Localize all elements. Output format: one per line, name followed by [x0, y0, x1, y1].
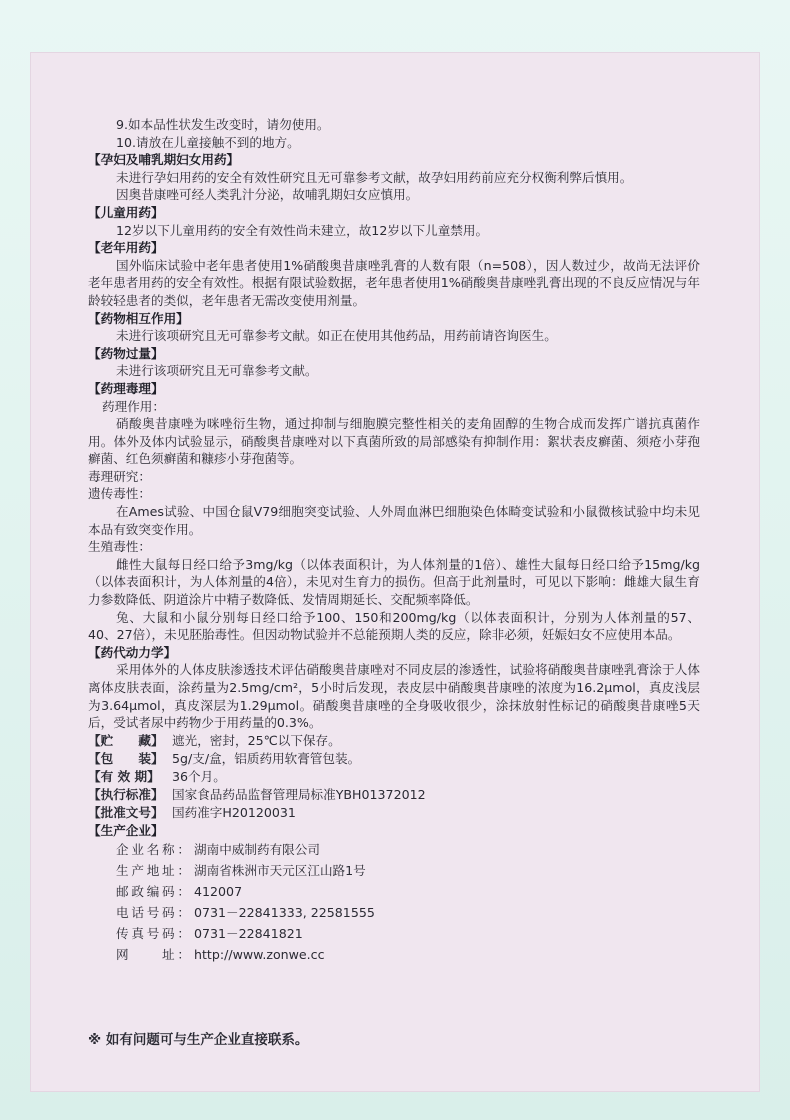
- product-field: [88, 750, 700, 768]
- paragraph: 采用体外的人体皮肤渗透技术评估硝酸奥昔康唑对不同皮层的渗透性，试验将硝酸奥昔康唑乳膏涂于人体离体皮肤表面，涂药量为2.5mg/cm²，5小时后发现，表皮层中硝酸奥昔康唑的浓度为16.2μmol，真皮浅层为3.64μmol，真皮深层为1.29μmol。硝酸奥昔康唑的全身吸收很少，涂抹放射性标记的硝酸奥昔康唑5天后，受试者尿中药物少于用药量的0.3%。: [88, 662, 700, 731]
- field-value: 412007: [194, 884, 243, 900]
- field-value: 0731－22841333, 22581555: [194, 905, 375, 921]
- field-label: 传真号码：: [116, 926, 190, 942]
- field-label: 【执行标准】: [88, 786, 164, 802]
- field-label: 生产地址：: [116, 863, 190, 879]
- field-value: 湖南中威制药有限公司: [194, 842, 320, 858]
- field-label: 【贮 藏】: [88, 732, 164, 748]
- text-line: 药理作用：: [102, 398, 165, 414]
- footer-note: ※ 如有问题可与生产企业直接联系。: [88, 1032, 309, 1048]
- field-label: 【包 装】: [88, 750, 164, 766]
- text-line: 因奥昔康唑可经人类乳汁分泌，故哺乳期妇女应慎用。: [116, 187, 419, 203]
- section-heading: 【药代动力学】: [88, 644, 177, 660]
- field-value: 遮光，密封，25℃以下保存。: [172, 732, 341, 748]
- text-line: 未进行孕妇用药的安全有效性研究且无可靠参考文献，故孕妇用药前应充分权衡利弊后慎用。: [116, 169, 633, 185]
- field-value: http://www.zonwe.cc: [194, 947, 325, 963]
- company-field: [88, 902, 700, 923]
- field-label: 【批准文号】: [88, 804, 164, 820]
- paragraph: 硝酸奥昔康唑为咪唑衍生物，通过抑制与细胞膜完整性相关的麦角固醇的生物合成而发挥广谱抗真菌作用。体外及体内试验显示，硝酸奥昔康唑对以下真菌所致的局部感染有抑制作用：絮状表皮癣菌、须疮小芽孢癣菌、红色须癣菌和糠疹小芽孢菌等。: [88, 416, 700, 467]
- section-heading: 【药物过量】: [88, 345, 164, 361]
- product-field: [88, 804, 700, 822]
- field-value: 湖南省株洲市天元区江山路1号: [194, 863, 366, 879]
- text-line: 遗传毒性：: [88, 486, 151, 502]
- section-heading: 【老年用药】: [88, 240, 164, 256]
- text-line: 毒理研究：: [88, 468, 151, 484]
- company-field: [88, 860, 700, 881]
- text-line: 未进行该项研究且无可靠参考文献。如正在使用其他药品，用药前请咨询医生。: [116, 328, 557, 344]
- paragraph: 雌性大鼠每日经口给予3mg/kg（以体表面积计，为人体剂量的1倍）、雄性大鼠每日经口给予15mg/kg（以体表面积计，为人体剂量的4倍），未见对生育力的损伤。但高于此剂量时，可见以下影响：雌雄大鼠生育力参数降低、阴道涂片中精子数降低、发情周期延长、交配频率降低。: [88, 556, 700, 608]
- product-field: [88, 732, 700, 750]
- company-field: [88, 839, 700, 860]
- field-value: 36个月。: [172, 768, 226, 784]
- section-heading: 【药理毒理】: [88, 380, 164, 396]
- company-field: [88, 944, 700, 965]
- text-line: 9.如本品性状发生改变时，请勿使用。: [116, 117, 330, 132]
- company-field: [88, 923, 700, 944]
- field-value: 0731－22841821: [194, 926, 303, 942]
- leaflet-content: [88, 116, 700, 965]
- field-value: 国家食品药品监督管理局标准YBH01372012: [172, 786, 426, 802]
- field-label: 网 址：: [116, 947, 190, 963]
- section-heading: 【孕妇及哺乳期妇女用药】: [88, 152, 240, 168]
- section-heading: 【生产企业】: [88, 822, 164, 838]
- company-field: [88, 881, 700, 902]
- section-heading: 【药物相互作用】: [88, 310, 189, 326]
- text-line: 10.请放在儿童接触不到的地方。: [116, 134, 300, 150]
- field-label: 【有 效 期】: [88, 768, 160, 784]
- field-value: 5g/支/盒，铝质药用软膏管包装。: [172, 750, 361, 766]
- text-line: 生殖毒性：: [88, 539, 151, 555]
- field-value: 国药准字H20120031: [172, 804, 296, 820]
- product-field: [88, 786, 700, 804]
- product-field: [88, 768, 700, 786]
- paragraph: 国外临床试验中老年患者使用1%硝酸奥昔康唑乳膏的人数有限（n=508），因人数过少，故尚无法评价老年患者用药的安全有效性。根据有限试验数据，老年患者使用1%硝酸奥昔康唑乳膏出现的不良反应情况与年龄较轻患者的类似，老年患者无需改变使用剂量。: [88, 257, 700, 308]
- field-label: 邮政编码：: [116, 884, 190, 900]
- text-line: 12岁以下儿童用药的安全有效性尚未建立，故12岁以下儿童禁用。: [116, 222, 489, 238]
- paragraph: 在Ames试验、中国仓鼠V79细胞突变试验、人外周血淋巴细胞染色体畸变试验和小鼠微核试验中均未见本品有致突变作用。: [88, 504, 700, 537]
- text-line: 未进行该项研究且无可靠参考文献。: [116, 363, 318, 379]
- field-label: 企业名称：: [116, 842, 190, 858]
- paragraph: 兔、大鼠和小鼠分别每日经口给予100、150和200mg/kg（以体表面积计，分别为人体剂量的57、40、27倍），未见胚胎毒性。但因动物试验并不总能预期人类的反应，除非必须，妊娠妇女不应使用本品。: [88, 609, 700, 643]
- section-heading: 【儿童用药】: [88, 204, 164, 220]
- field-label: 电话号码：: [116, 905, 190, 921]
